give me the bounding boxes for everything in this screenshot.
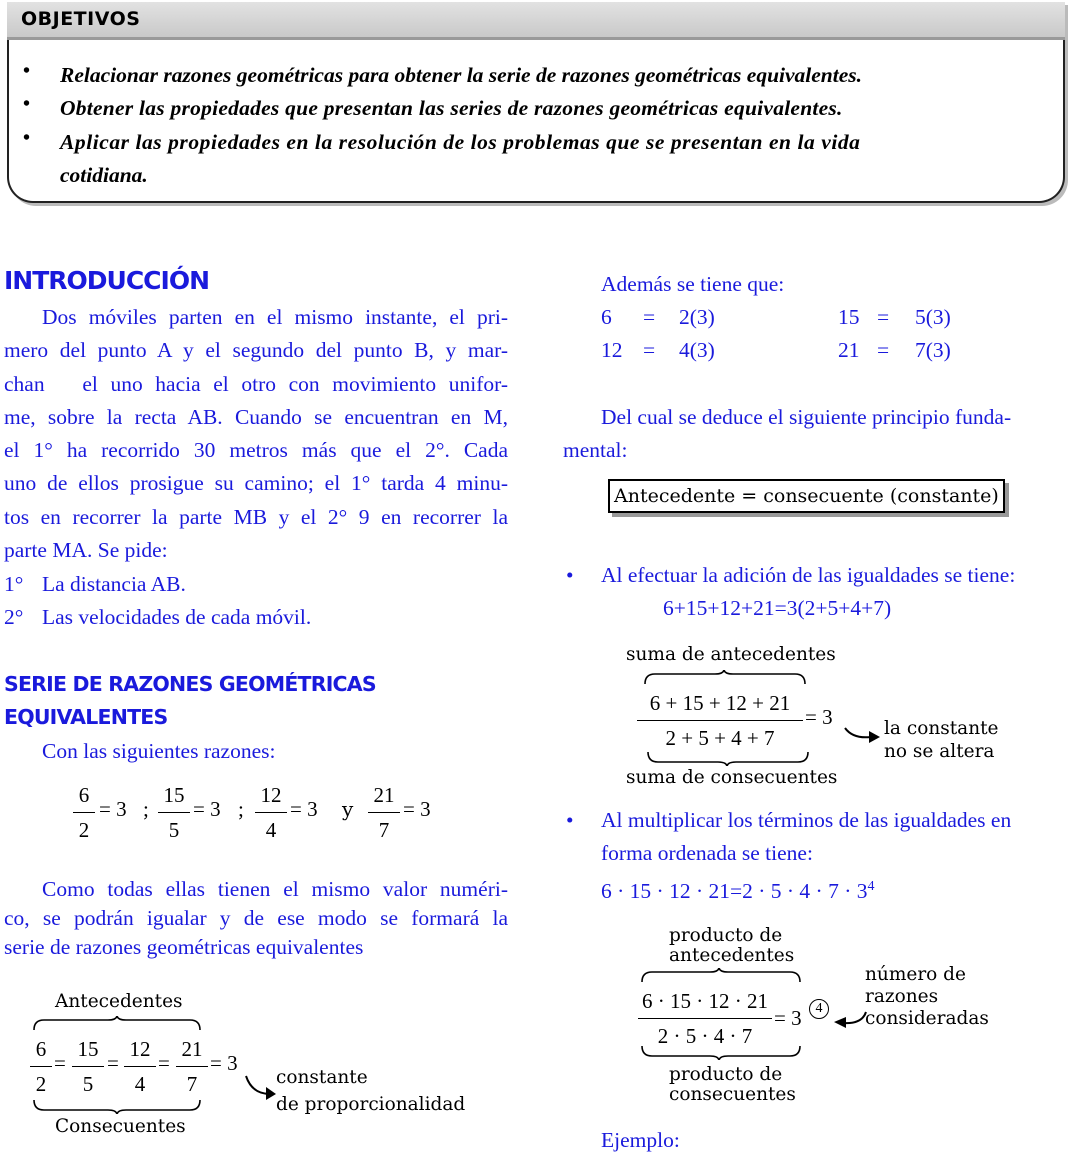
arrow-icon — [244, 1074, 280, 1102]
series-fraction: 21 7 — [176, 1034, 208, 1099]
sum-fraction: 6 + 15 + 12 + 21 2 + 5 + 4 + 7 — [637, 688, 803, 753]
producto-antecedentes-label: producto de antecedentes — [669, 925, 795, 966]
equality-rhs: 5(3) — [915, 305, 951, 329]
bullet-1-text: Al efectuar la adición de las igualdades se tiene: — [601, 563, 1016, 587]
series-equals: = — [54, 1051, 66, 1075]
equality-lhs: 21 — [838, 338, 860, 362]
equality-rhs: 7(3) — [915, 338, 951, 362]
intro-item-number: 2° — [4, 605, 24, 629]
ratio-fraction: 15 5 — [158, 780, 190, 845]
bullet-2-marker: • — [566, 808, 574, 832]
sum-formula: 6+15+12+21=3(2+5+4+7) — [663, 596, 892, 620]
top-brace — [32, 1016, 202, 1032]
objective-bullet: • — [23, 60, 31, 82]
constante-label: constante — [276, 1067, 368, 1088]
intro-item-text: Las velocidades de cada móvil. — [42, 605, 312, 629]
sum-result: = 3 — [805, 705, 833, 729]
top-brace — [640, 968, 802, 984]
objective-bullet: • — [23, 93, 31, 115]
product-result: = 3 — [774, 1006, 802, 1030]
objectives-header-bar — [7, 2, 1065, 40]
equality-lhs: 15 — [838, 305, 860, 329]
series-fraction: 6 2 — [30, 1034, 52, 1099]
antecedentes-label: Antecedentes — [55, 991, 183, 1012]
intro-line: el 1° ha recorrido 30 metros más que el 2°. Cada — [4, 438, 508, 463]
bullet-1-marker: • — [566, 563, 574, 587]
objective-bullet: • — [23, 127, 31, 149]
objective-item-2: Obtener las propiedades que presentan las series de razones geométricas equivalentes. — [60, 96, 843, 120]
serie-line: co, se podrán igualar y de ese modo se formará la — [4, 906, 508, 930]
series-equals: = — [158, 1051, 170, 1075]
ratio-separator: y — [342, 797, 354, 821]
serie-lead-text: Con las siguientes razones: — [42, 739, 276, 763]
intro-line: uno de ellos prosigue su camino; el 1° tarda 4 minu- — [4, 471, 508, 496]
arrow-icon — [843, 725, 883, 745]
suma-antecedentes-label: suma de antecedentes — [626, 644, 836, 665]
constante-label: la constante — [884, 718, 999, 739]
objective-item-3-line-2: cotidiana. — [60, 163, 148, 187]
intro-paragraph — [4, 301, 508, 567]
ratio-separator: ; — [238, 797, 244, 821]
intro-line: parte MA. Se pide: — [4, 538, 168, 563]
intro-line: mero del punto A y el segundo del punto B, y mar- — [4, 338, 508, 363]
proporcionalidad-label: de proporcionalidad — [276, 1094, 466, 1115]
ademas-lead: Además se tiene que: — [601, 272, 785, 296]
intro-item-text: La distancia AB. — [42, 572, 186, 596]
series-equals: = — [107, 1051, 119, 1075]
ratio-separator: ; — [143, 797, 149, 821]
no-altera-label: no se altera — [884, 741, 995, 762]
serie-heading-line-1: SERIE DE RAZONES GEOMÉTRICAS — [4, 672, 376, 696]
top-brace — [643, 670, 807, 686]
intro-line: chan el uno hacia el otro con movimiento unifor- — [4, 371, 508, 396]
deduce-line-2: mental: — [563, 438, 628, 462]
equality-rhs: 4(3) — [679, 338, 715, 362]
equality-lhs: 6 — [601, 305, 612, 329]
serie-heading-line-2: EQUIVALENTES — [4, 705, 168, 729]
objective-item-1: Relacionar razones geométricas para obtener la serie de razones geométricas equivalentes. — [60, 63, 863, 87]
numero-razones-label: número de razones consideradas — [865, 964, 989, 1029]
equality-sign: = — [877, 338, 890, 362]
intro-line: Dos móviles parten en el mismo instante, el pri- — [42, 305, 508, 329]
intro-line: tos en recorrer la parte MB y el 2° 9 en recorrer la — [4, 504, 508, 529]
ratio-fraction: 6 2 — [73, 780, 95, 845]
producto-consecuentes-label: producto de consecuentes — [669, 1064, 796, 1105]
arrow-icon — [832, 1008, 868, 1032]
series-result: = 3 — [210, 1051, 238, 1075]
example-label: Ejemplo: — [601, 1128, 680, 1152]
bullet-2-text-line-2: forma ordenada se tiene: — [601, 841, 813, 865]
circled-exponent: 4 — [809, 999, 829, 1019]
equality-sign: = — [643, 338, 656, 362]
bottom-brace — [32, 1098, 202, 1114]
serie-line: serie de razones geométricas equivalentes — [4, 935, 364, 959]
series-fraction: 12 4 — [124, 1034, 156, 1099]
product-formula: $6 \cdot 15 \cdot 12 \cdot 21=2 \cdot 5 \cdot 4 \cdot 7 \cdot 3^4$ — [601, 879, 875, 904]
serie-paragraph — [4, 875, 508, 962]
equality-sign: = — [643, 305, 656, 329]
ratio-equals: = 3 — [99, 797, 127, 821]
ratio-fraction: 12 4 — [255, 780, 287, 845]
ratio-equals: = 3 — [193, 797, 221, 821]
objective-item-3-line-1: Aplicar las propiedades en la resolución de los problemas que se presentan en la vida — [60, 130, 861, 154]
intro-heading: INTRODUCCIÓN — [4, 266, 210, 295]
equality-sign: = — [877, 305, 890, 329]
intro-line: me, sobre la recta AB. Cuando se encuentran en M, — [4, 404, 508, 429]
equality-rhs: 2(3) — [679, 305, 715, 329]
suma-consecuentes-label: suma de consecuentes — [626, 767, 838, 788]
ratio-equals: = 3 — [403, 797, 431, 821]
ratio-fraction: 21 7 — [368, 780, 400, 845]
bottom-brace — [640, 1044, 802, 1060]
bullet-2-text-line-1: Al multiplicar los términos de las igualdades en — [601, 808, 1012, 832]
equality-lhs: 12 — [601, 338, 623, 362]
product-fraction: 6 · 15 · 12 · 21 2 · 5 · 4 · 7 — [638, 986, 772, 1051]
objectives-title: OBJETIVOS — [21, 8, 141, 30]
principle-box: Antecedente = consecuente (constante) — [608, 479, 1005, 513]
consecuentes-label: Consecuentes — [55, 1116, 186, 1137]
ratio-equals: = 3 — [290, 797, 318, 821]
serie-line: Como todas ellas tienen el mismo valor numéri- — [42, 877, 508, 901]
bottom-brace — [646, 750, 810, 766]
deduce-line-1: Del cual se deduce el siguiente principio funda- — [601, 405, 1012, 429]
series-fraction: 15 5 — [72, 1034, 104, 1099]
intro-item-number: 1° — [4, 572, 24, 596]
